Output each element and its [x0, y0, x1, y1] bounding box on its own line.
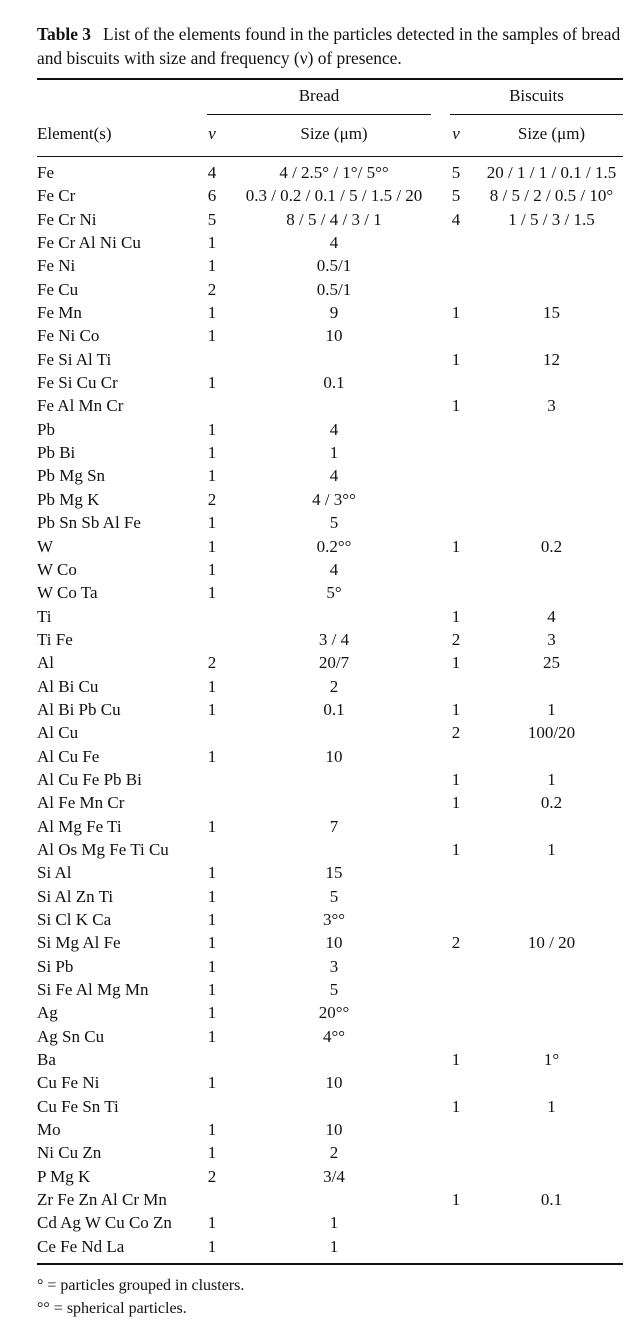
bread-size-cell: 4 [329, 559, 339, 579]
table-row [0, 605, 640, 628]
bread-size-cell: 10 [325, 326, 343, 346]
biscuits-frequency-cell: 5 [451, 163, 461, 182]
element-cell: Si Pb [37, 956, 74, 976]
bread-frequency-cell: 1 [207, 1213, 217, 1233]
bread-size-cell: 1 [329, 443, 339, 463]
bread-size-cell: 0.5/1 [316, 256, 352, 276]
table-row [0, 1235, 640, 1258]
element-cell: Al Cu Fe Pb Bi [37, 769, 142, 789]
element-cell: Ti Fe [37, 629, 73, 649]
table-row [0, 464, 640, 487]
element-cell: Al Os Mg Fe Ti Cu [37, 839, 169, 859]
footnote-spherical: °° = spherical particles. [37, 1300, 187, 1317]
table-row [0, 511, 640, 534]
biscuits-size-cell: 1° [543, 1050, 560, 1070]
table-row [0, 955, 640, 978]
table-row [0, 208, 640, 231]
column-header-element: Element(s) [37, 124, 112, 143]
table-top-rule [37, 78, 623, 80]
bread-frequency-cell: 1 [207, 863, 217, 883]
biscuits-frequency-cell: 2 [451, 723, 461, 743]
table-row [0, 1025, 640, 1048]
bread-size-cell: 4 / 2.5° / 1°/ 5°° [279, 163, 389, 182]
column-header-bread-frequency: ν [208, 124, 216, 143]
element-cell: Fe Si Cu Cr [37, 373, 118, 393]
table-row [0, 838, 640, 861]
table-bottom-rule [37, 1263, 623, 1265]
bread-size-cell: 3 [329, 956, 339, 976]
element-cell: Al Bi Cu [37, 676, 99, 696]
group-header-bread: Bread [298, 86, 340, 105]
element-cell: Pb Mg Sn [37, 466, 106, 486]
table-row [0, 558, 640, 581]
column-header-biscuits-frequency: ν [452, 124, 460, 143]
table-row [0, 488, 640, 511]
table-row [0, 348, 640, 371]
table-row [0, 861, 640, 884]
bread-size-cell: 10 [325, 746, 343, 766]
element-cell: Ce Fe Nd La [37, 1236, 125, 1256]
table-row [0, 278, 640, 301]
element-cell: Cu Fe Ni [37, 1073, 100, 1093]
biscuits-frequency-cell: 2 [451, 933, 461, 953]
biscuits-size-cell: 0.2 [540, 793, 563, 813]
bread-frequency-cell: 1 [207, 303, 217, 323]
bread-frequency-cell: 1 [207, 233, 217, 253]
element-cell: W [37, 536, 54, 556]
table-row [0, 1095, 640, 1118]
bread-frequency-cell: 4 [207, 163, 217, 182]
table-row [0, 441, 640, 464]
bread-size-cell: 4 [329, 419, 339, 439]
element-cell: Al Bi Pb Cu [37, 699, 121, 719]
element-cell: Zr Fe Zn Al Cr Mn [37, 1190, 167, 1210]
table-row [0, 978, 640, 1001]
bread-size-cell: 9 [329, 303, 339, 323]
bread-frequency-cell: 1 [207, 886, 217, 906]
biscuits-size-cell: 8 / 5 / 2 / 0.5 / 10° [489, 186, 614, 206]
bread-size-cell: 0.1 [323, 699, 345, 719]
bread-size-cell: 5° [326, 583, 342, 603]
bread-size-cell: 4 [329, 466, 339, 486]
table-row [0, 1165, 640, 1188]
table-row [0, 885, 640, 908]
element-cell: Ag Sn Cu [37, 1026, 105, 1046]
bread-size-cell: 4°° [322, 1026, 346, 1046]
biscuits-size-cell: 3 [547, 629, 556, 649]
bread-size-cell: 0.2°° [316, 536, 352, 556]
biscuits-size-cell: 10 / 20 [527, 933, 576, 953]
bread-frequency-cell: 1 [207, 910, 217, 929]
biscuits-frequency-cell: 1 [451, 606, 461, 626]
bread-size-cell: 3 / 4 [318, 629, 350, 649]
bread-size-cell: 10 [325, 1120, 343, 1140]
bread-frequency-cell: 1 [207, 1026, 217, 1046]
bread-size-cell: 3/4 [323, 1166, 345, 1186]
biscuits-size-cell: 12 [543, 349, 560, 369]
element-cell: Si Al [37, 863, 72, 883]
table-row [0, 371, 640, 394]
table-row [0, 418, 640, 441]
table-row [0, 184, 640, 207]
table-row [0, 1048, 640, 1071]
bread-size-cell: 10 [325, 933, 343, 953]
bread-frequency-cell: 1 [207, 956, 217, 976]
bread-size-cell: 2 [329, 1143, 339, 1163]
table-row [0, 675, 640, 698]
bread-frequency-cell: 1 [207, 326, 217, 346]
table-row [0, 721, 640, 744]
bread-frequency-cell: 1 [207, 980, 217, 1000]
bread-frequency-cell: 6 [207, 186, 217, 206]
table-row [0, 581, 640, 604]
element-cell: Ti [37, 606, 52, 626]
bread-frequency-cell: 1 [207, 676, 217, 696]
biscuits-frequency-cell: 1 [451, 769, 461, 789]
table-row [0, 908, 640, 931]
bread-frequency-cell: 1 [207, 466, 217, 486]
biscuits-size-cell: 15 [543, 303, 560, 323]
biscuits-size-cell: 1 [547, 699, 556, 719]
element-cell: Pb Bi [37, 443, 76, 463]
bread-size-cell: 1 [329, 1213, 339, 1233]
element-cell: Si Mg Al Fe [37, 933, 121, 953]
table-row [0, 815, 640, 838]
biscuits-size-cell: 0.2 [540, 536, 563, 556]
biscuits-frequency-cell: 1 [451, 1050, 461, 1070]
bread-size-cell: 20/7 [318, 653, 350, 673]
bread-size-cell: 0.5/1 [316, 279, 352, 299]
element-cell: Fe Cu [37, 279, 79, 299]
element-cell: Si Cl K Ca [37, 910, 112, 929]
biscuits-size-cell: 25 [543, 653, 560, 673]
table-row [0, 324, 640, 347]
bread-size-cell: 0.3 / 0.2 / 0.1 / 5 / 1.5 / 20 [245, 186, 423, 206]
table-row [0, 651, 640, 674]
table-row [0, 161, 640, 184]
biscuits-frequency-cell: 5 [451, 186, 461, 206]
bread-size-cell: 2 [329, 676, 339, 696]
bread-frequency-cell: 1 [207, 256, 217, 276]
element-cell: Fe Mn [37, 303, 82, 323]
biscuits-frequency-cell: 1 [451, 1190, 461, 1210]
bread-size-cell: 3°° [322, 910, 346, 929]
biscuits-frequency-cell: 1 [451, 349, 461, 369]
table-row [0, 535, 640, 558]
element-cell: Al [37, 653, 54, 673]
bread-frequency-cell: 1 [207, 419, 217, 439]
table-caption-label: Table 3 [37, 24, 91, 44]
biscuits-size-cell: 1 [547, 1096, 556, 1116]
element-cell: Al Mg Fe Ti [37, 816, 122, 836]
biscuits-size-cell: 1 [547, 839, 556, 859]
bread-size-cell: 5 [329, 886, 339, 906]
biscuits-size-cell: 3 [547, 396, 556, 416]
group-header-biscuits: Biscuits [509, 86, 564, 105]
table-row [0, 301, 640, 324]
table-row [0, 1118, 640, 1141]
table-row [0, 1211, 640, 1234]
table-row [0, 745, 640, 768]
biscuits-size-cell: 0.1 [540, 1190, 563, 1210]
element-cell: Fe Cr Al Ni Cu [37, 233, 141, 253]
element-cell: Ba [37, 1050, 56, 1070]
biscuits-size-cell: 1 [547, 769, 556, 789]
element-cell: Al Fe Mn Cr [37, 793, 125, 813]
bread-frequency-cell: 2 [207, 653, 217, 673]
column-header-biscuits-size: Size (μm) [517, 124, 586, 143]
element-cell: Pb Mg K [37, 489, 100, 509]
table-row [0, 931, 640, 954]
bread-frequency-cell: 1 [207, 699, 217, 719]
bread-frequency-cell: 5 [207, 209, 217, 229]
bread-frequency-cell: 1 [207, 583, 217, 603]
biscuits-frequency-cell: 2 [451, 629, 461, 649]
bread-frequency-cell: 1 [207, 816, 217, 836]
biscuits-frequency-cell: 1 [451, 1096, 461, 1116]
element-cell: Fe Ni [37, 256, 76, 276]
table-row [0, 1141, 640, 1164]
element-cell: W Co [37, 559, 77, 579]
biscuits-frequency-cell: 1 [451, 653, 461, 673]
biscuits-group-rule [450, 114, 623, 115]
element-cell: Fe Al Mn Cr [37, 396, 124, 416]
table-row [0, 254, 640, 277]
bread-frequency-cell: 1 [207, 1003, 217, 1023]
biscuits-size-cell: 100/20 [527, 723, 576, 743]
element-cell: Fe Ni Co [37, 326, 100, 346]
bread-size-cell: 0.1 [323, 373, 345, 393]
bread-frequency-cell: 1 [207, 513, 217, 533]
biscuits-size-cell: 1 / 5 / 3 / 1.5 [508, 209, 595, 229]
biscuits-frequency-cell: 1 [451, 536, 461, 556]
element-cell: Fe Cr [37, 186, 76, 206]
table-row [0, 394, 640, 417]
biscuits-frequency-cell: 1 [451, 793, 461, 813]
table-row [0, 768, 640, 791]
bread-frequency-cell: 1 [207, 746, 217, 766]
element-cell: Ag [37, 1003, 58, 1023]
bread-size-cell: 5 [329, 980, 339, 1000]
biscuits-frequency-cell: 1 [451, 839, 461, 859]
bread-size-cell: 8 / 5 / 4 / 3 / 1 [286, 209, 382, 229]
bread-frequency-cell: 1 [207, 373, 217, 393]
element-cell: Fe Si Al Ti [37, 349, 112, 369]
bread-frequency-cell: 1 [207, 933, 217, 953]
biscuits-size-cell: 4 [547, 606, 556, 626]
bread-frequency-cell: 1 [207, 1073, 217, 1093]
table-row [0, 628, 640, 651]
bread-size-cell: 15 [325, 863, 343, 883]
element-cell: Si Al Zn Ti [37, 886, 114, 906]
bread-size-cell: 4 [329, 233, 339, 253]
table-row [0, 698, 640, 721]
element-cell: Al Cu Fe [37, 746, 100, 766]
biscuits-size-cell: 20 / 1 / 1 / 0.1 / 1.5 [486, 163, 617, 182]
bread-frequency-cell: 1 [207, 1236, 217, 1256]
bread-frequency-cell: 1 [207, 1143, 217, 1163]
bread-size-cell: 20°° [318, 1003, 350, 1023]
biscuits-frequency-cell: 1 [451, 303, 461, 323]
element-cell: Pb [37, 419, 55, 439]
element-cell: Al Cu [37, 723, 79, 743]
bread-size-cell: 1 [329, 1236, 339, 1256]
table-row [0, 1071, 640, 1094]
bread-size-cell: 7 [329, 816, 339, 836]
table-row [0, 231, 640, 254]
table-body [0, 161, 640, 1258]
element-cell: Cd Ag W Cu Co Zn [37, 1213, 172, 1233]
element-cell: Mo [37, 1120, 61, 1140]
table-row [0, 1188, 640, 1211]
bread-group-rule [207, 114, 431, 115]
bread-frequency-cell: 1 [207, 443, 217, 463]
element-cell: Fe Cr Ni [37, 209, 97, 229]
element-cell: W Co Ta [37, 583, 98, 603]
element-cell: P Mg K [37, 1166, 91, 1186]
column-header-bread-size: Size (μm) [300, 124, 368, 143]
bread-size-cell: 5 [329, 513, 339, 533]
bread-frequency-cell: 2 [207, 1166, 217, 1186]
biscuits-frequency-cell: 1 [451, 396, 461, 416]
table-caption-text: List of the elements found in the particles detected in the samples of bread and biscuits with size and frequency (ν) of presence. [37, 24, 621, 68]
bread-frequency-cell: 2 [207, 279, 217, 299]
bread-size-cell: 4 / 3°° [312, 489, 356, 509]
element-cell: Ni Cu Zn [37, 1143, 102, 1163]
biscuits-frequency-cell: 4 [451, 209, 461, 229]
bread-frequency-cell: 2 [207, 489, 217, 509]
bread-frequency-cell: 1 [207, 559, 217, 579]
biscuits-frequency-cell: 1 [451, 699, 461, 719]
table-caption [37, 22, 631, 70]
bread-frequency-cell: 1 [207, 1120, 217, 1140]
table-row [0, 791, 640, 814]
element-cell: Cu Fe Sn Ti [37, 1096, 119, 1116]
element-cell: Fe [37, 163, 54, 182]
bread-frequency-cell: 1 [207, 536, 217, 556]
element-cell: Pb Sn Sb Al Fe [37, 513, 141, 533]
bread-size-cell: 10 [325, 1073, 343, 1093]
footnote-clusters: ° = particles grouped in clusters. [37, 1277, 245, 1294]
table-row [0, 1001, 640, 1024]
header-rule [37, 156, 623, 157]
element-cell: Si Fe Al Mg Mn [37, 980, 149, 1000]
